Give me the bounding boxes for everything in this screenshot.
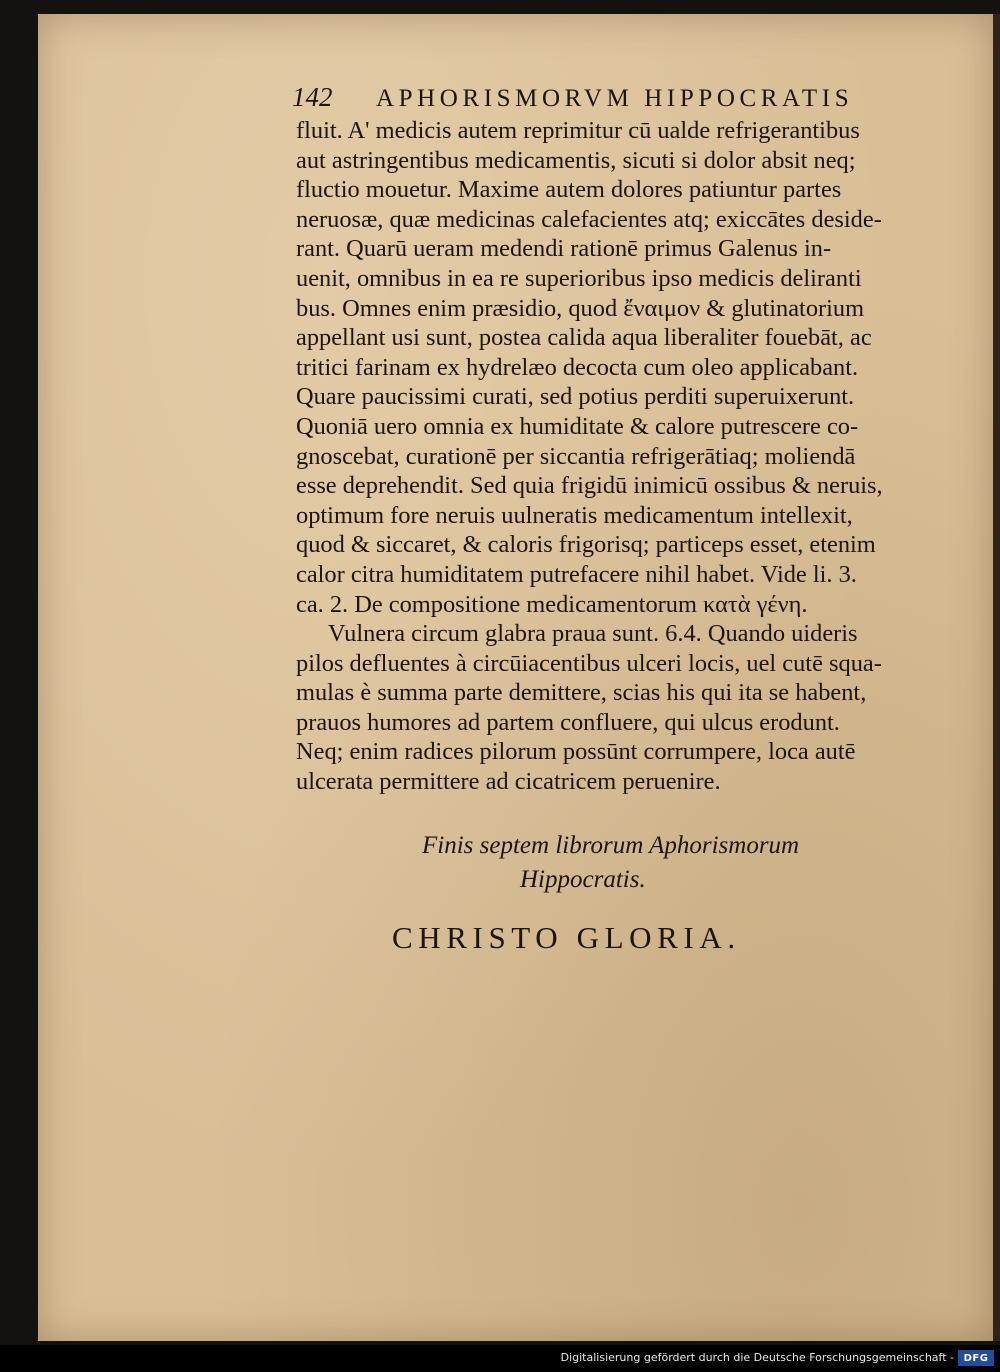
page-edge (993, 14, 1000, 1341)
text-line: ca. 2. De compositione medicamentorum κατὰ γένη. (296, 590, 808, 618)
digitization-footer (0, 1345, 1000, 1372)
text-line: fluctio mouetur. Maxime autem dolores patiuntur partes (296, 176, 842, 204)
text-line: prauos humores ad partem confluere, qui ulcus erodunt. (296, 708, 840, 736)
text-line: Vulnera circum glabra praua sunt. 6.4. Quando uideris (328, 620, 858, 648)
text-line: ulcerata permittere ad cicatricem peruenire. (296, 768, 721, 796)
text-line: tritici farinam ex hydrelæo decocta cum oleo applicabant. (296, 353, 859, 381)
text-line: optimum fore neruis uulneratis medicamentum intellexit, (296, 501, 853, 529)
text-line: calor citra humiditatem putrefacere nihil habet. Vide li. 3. (296, 560, 857, 588)
closing-motto: CHRISTO GLORIA. (392, 920, 741, 955)
text-line: pilos defluentes à circūiacentibus ulceri locis, uel cutē squa- (296, 649, 882, 677)
text-line: fluit. A' medicis autem reprimitur cū ualde refrigerantibus (296, 117, 860, 144)
text-line: esse deprehendit. Sed quia frigidū inimicū ossibus & neruis, (296, 472, 883, 500)
main-text (296, 116, 956, 797)
running-title: APHORISMORVM HIPPOCRATIS (376, 85, 854, 112)
text-line: Quare paucissimi curati, sed potius perditi superuixerunt. (296, 383, 855, 411)
text-line: quod & siccaret, & caloris frigorisq; particeps esset, etenim (296, 531, 876, 559)
text-line: gnoscebat, curationē per siccantia refrigerātiaq; moliendā (296, 442, 856, 470)
page-number: 142 (292, 82, 333, 112)
text-line: mulas è summa parte demittere, scias his qui ita se habent, (296, 679, 867, 707)
text-line: neruosæ, quæ medicinas calefacientes atq; exiccātes deside- (296, 205, 882, 233)
text-line: uenit, omnibus in ea re superioribus ipso medicis deliranti (296, 264, 862, 292)
text-line: rant. Quarū ueram medendi rationē primus Galenus in- (296, 235, 832, 263)
text-line: Quoniā uero omnia ex humiditate & calore putrescere co- (296, 412, 859, 440)
colophon-line: Finis septem librorum Aphorismorum (422, 832, 800, 859)
footer-credit: Digitalisierung gefördert durch die Deutsche Forschungsgemeinschaft - (560, 1351, 954, 1364)
running-head (292, 82, 912, 118)
dfg-logo: DFG (958, 1350, 994, 1366)
text-line: Neq; enim radices pilorum possūnt corrumpere, loca autē (296, 738, 856, 766)
text-line: bus. Omnes enim præsidio, quod ἔναιμον & glutinatorium (296, 294, 865, 322)
colophon-line: Hippocratis. (520, 866, 646, 893)
text-line: aut astringentibus medicamentis, sicuti si dolor absit neq; (296, 146, 856, 174)
text-line: appellant usi sunt, postea calida aqua liberaliter fouebāt, ac (296, 324, 872, 352)
